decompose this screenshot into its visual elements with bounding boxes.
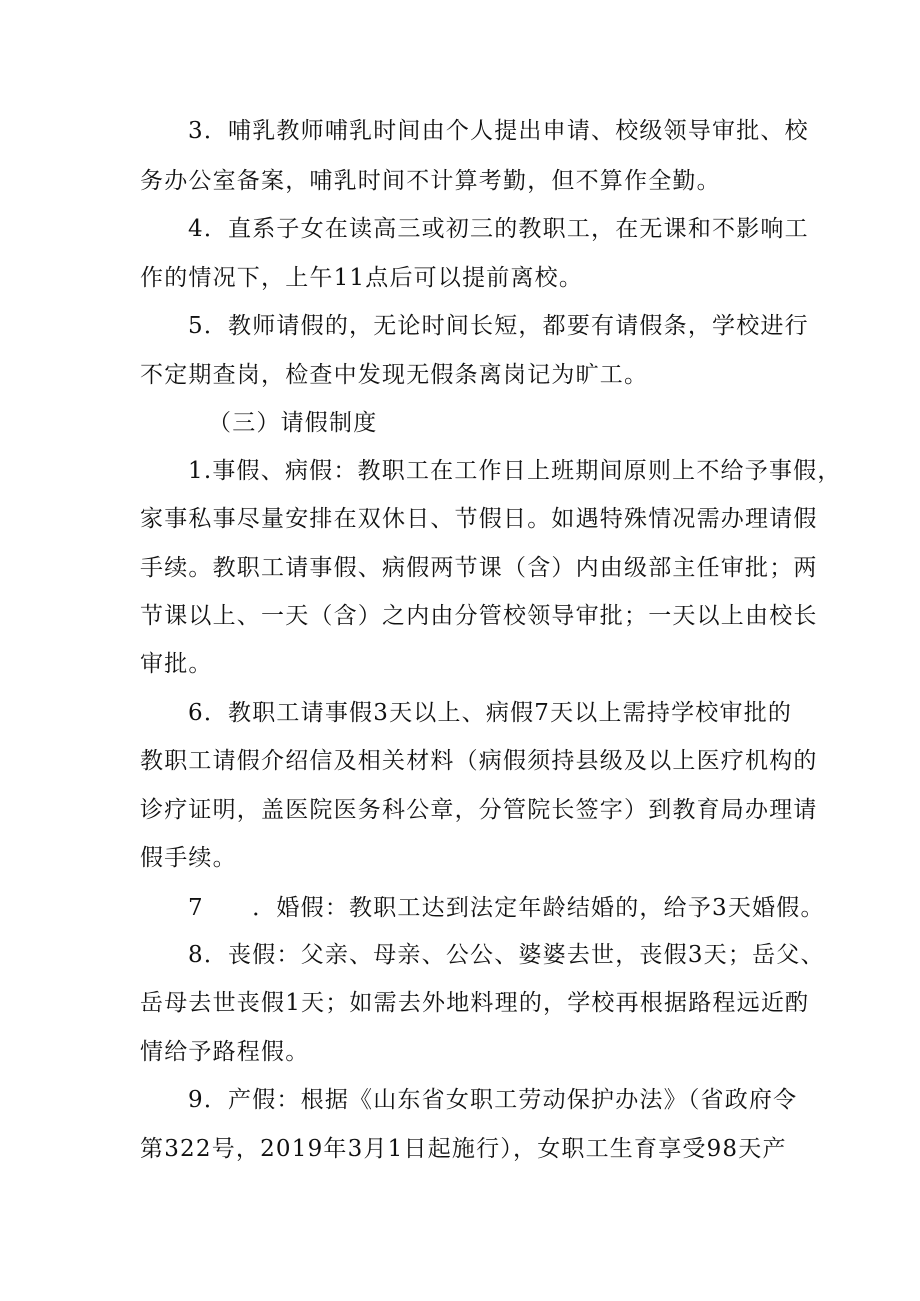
paragraph-6-line-3: 诊疗证明，盖医院医务科公章，分管院长签字）到教育局办理请 — [140, 797, 818, 823]
paragraph-1-line-2: 家事私事尽量安排在双休日、节假日。如遇特殊情况需办理请假 — [140, 506, 818, 532]
paragraph-8-line-3: 情给予路程假。 — [140, 1039, 310, 1065]
paragraph-3-line-1: 3．哺乳教师哺乳时间由个人提出申请、校级领导审批、校 — [188, 118, 809, 144]
paragraph-6-line-4: 假手续。 — [140, 845, 237, 871]
paragraph-8-line-2: 岳母去世丧假1天；如需去外地料理的，学校再根据路程远近酌 — [140, 990, 810, 1016]
paragraph-3-line-2: 务办公室备案，哺乳时间不计算考勤，但不算作全勤。 — [140, 168, 721, 194]
paragraph-1-line-5: 审批。 — [140, 651, 213, 677]
paragraph-5-line-1: 5．教师请假的，无论时间长短，都要有请假条，学校进行 — [188, 313, 809, 339]
paragraph-9-line-1: 9．产假：根据《山东省女职工劳动保护办法》（省政府令 — [188, 1087, 798, 1113]
paragraph-6-line-1: 6．教职工请事假3天以上、病假7天以上需持学校审批的 — [188, 700, 793, 726]
paragraph-4-line-2: 作的情况下，上午11点后可以提前离校。 — [140, 265, 584, 291]
paragraph-7-line-1: 7 ．婚假：教职工达到法定年龄结婚的，给予3天婚假。 — [188, 895, 825, 921]
paragraph-5-line-2: 不定期查岗，检查中发现无假条离岗记为旷工。 — [140, 362, 649, 388]
section-heading: （三）请假制度 — [208, 410, 378, 436]
paragraph-1-line-4: 节课以上、一天（含）之内由分管校领导审批；一天以上由校长 — [140, 603, 818, 629]
paragraph-1-line-3: 手续。教职工请事假、病假两节课（含）内由级部主任审批；两 — [140, 555, 818, 581]
paragraph-9-line-2: 第322号，2019年3月1日起施行），女职工生育享受98天产 — [140, 1136, 787, 1162]
paragraph-8-line-1: 8．丧假：父亲、母亲、公公、婆婆去世，丧假3天；岳父、 — [188, 942, 825, 968]
paragraph-1-line-1: 1.事假、病假：教职工在工作日上班期间原则上不给予事假， — [188, 458, 842, 484]
paragraph-4-line-1: 4．直系子女在读高三或初三的教职工，在无课和不影响工 — [188, 216, 809, 242]
paragraph-6-line-2: 教职工请假介绍信及相关材料（病假须持县级及以上医疗机构的 — [140, 748, 818, 774]
